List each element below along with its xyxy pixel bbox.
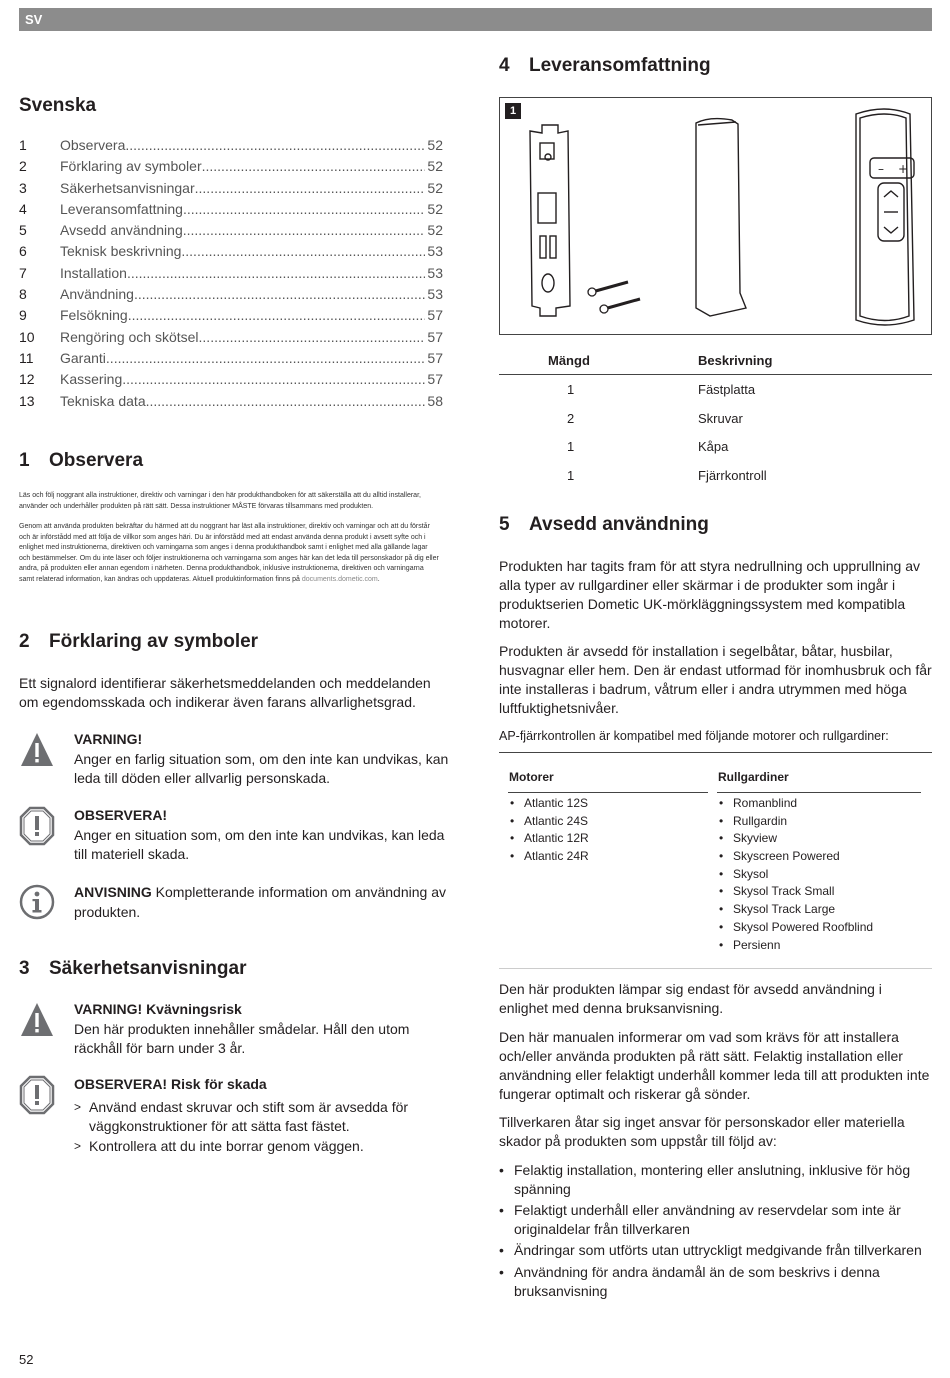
toc-row[interactable] — [19, 222, 443, 243]
toc-page: 53 — [427, 264, 443, 281]
notice-octagon-icon — [19, 1075, 55, 1115]
qty-header: Mängd — [499, 346, 697, 375]
qty-cell: 2 — [567, 410, 575, 426]
toc-leader — [199, 329, 426, 345]
section-number: 3 — [19, 958, 30, 979]
table-row — [499, 404, 932, 433]
intended-use-p6: Tillverkaren åtar sig inget ansvar för personskador eller materiella skador på produkten som uppstår till följd av: — [499, 1114, 905, 1149]
toc-leader — [125, 137, 425, 153]
toc-page: 57 — [427, 307, 443, 324]
notice-text: Anger en situation som, om den inte kan undvikas, kan leda till materiell skada. — [74, 826, 445, 862]
motors-header-rule — [508, 792, 708, 793]
list-item: • Skysol Track Small — [718, 884, 923, 902]
notice-label: OBSERVERA! Risk för skada — [74, 1076, 267, 1092]
list-item: • Atlantic 24R — [509, 849, 709, 867]
liability-bullet-1 — [499, 1161, 932, 1199]
motors-header: Motorer — [509, 770, 554, 784]
toc-leader — [195, 180, 426, 196]
bullet-marker: > — [74, 1139, 82, 1153]
qty-cell: 1 — [567, 467, 575, 483]
list-item: • Skyview — [718, 831, 923, 849]
documents-link[interactable]: documents.dometic.com — [301, 575, 378, 583]
safety-bullet-1 — [74, 1098, 459, 1136]
link-end: . — [377, 575, 380, 583]
table-row — [499, 375, 932, 404]
warning-label: VARNING! Kvävningsrisk — [74, 1001, 242, 1017]
toc-number: 11 — [19, 349, 34, 366]
list-item: • Skysol — [718, 867, 923, 885]
toc-leader — [122, 371, 425, 387]
toc-title: Teknisk beskrivning — [60, 243, 182, 260]
list-item: • Rullgardin — [718, 814, 923, 832]
section-title: Säkerhetsanvisningar — [49, 958, 247, 979]
delivery-figure — [499, 97, 932, 335]
svg-text:+: + — [898, 162, 909, 176]
list-item: • Skyscreen Powered — [718, 849, 923, 867]
warning-label: VARNING! — [74, 731, 143, 747]
toc-page: 52 — [427, 137, 443, 153]
blinds-header: Rullgardiner — [718, 770, 789, 784]
toc-title: Felsökning — [60, 307, 128, 324]
toc-title: Rengöring och skötsel — [60, 328, 199, 345]
toc-page: 57 — [427, 328, 443, 345]
svg-text:–: – — [878, 162, 884, 176]
intended-use-p2: Produkten är avsedd för installation i segelbåtar, båtar, husbilar, husvagnar eller hem. Den är endast utformad för inomhusbruk och får inte installeras i badrum, våtrum eller i andra utrymmen med höga luftfuktighetsnivåer. — [499, 643, 932, 716]
toc-leader — [181, 243, 425, 259]
toc-number: 7 — [19, 264, 27, 281]
info-label: ANVISNING — [74, 884, 152, 900]
list-item: • Skysol Powered Roofblind — [718, 920, 923, 938]
table-row — [499, 461, 932, 490]
toc-title: Säkerhetsanvisningar — [60, 179, 195, 196]
section-number: 4 — [499, 55, 510, 76]
section-title: Leveransomfattning — [529, 55, 711, 76]
toc-title: Garanti — [60, 349, 106, 366]
toc-page: 58 — [427, 392, 443, 409]
toc-leader — [127, 265, 425, 281]
toc-row[interactable] — [19, 243, 443, 264]
toc-title: Avsedd användning — [60, 222, 183, 239]
toc-number: 4 — [19, 200, 27, 217]
toc-row[interactable] — [19, 158, 443, 179]
toc-row[interactable] — [19, 180, 443, 201]
toc-title: Tekniska data — [60, 392, 146, 409]
table-of-contents — [19, 137, 443, 414]
remote-icon — [856, 109, 914, 325]
list-item: • Atlantic 12R — [509, 831, 709, 849]
toc-row[interactable] — [19, 329, 443, 350]
intended-use-p5: Den här manualen informerar om vad som krävs för att installera och/eller använda produkten på rätt sätt. Felaktig installation eller användning eller felaktigt underhåll kommer leda till att produkten inte fungerar optimalt och riskerar gå sönder. — [499, 1029, 930, 1102]
warning-triangle-icon — [19, 1000, 55, 1040]
desc-cell: Fästplatta — [698, 381, 756, 397]
motors-list — [509, 796, 709, 867]
toc-row[interactable] — [19, 286, 443, 307]
info-text: Kompletterande information om användning av produkten. — [74, 884, 446, 920]
list-item: • Atlantic 12S — [509, 796, 709, 814]
toc-number: 13 — [19, 392, 35, 409]
toc-page: 52 — [427, 222, 443, 239]
toc-number: 1 — [19, 137, 27, 153]
toc-number: 9 — [19, 307, 27, 324]
toc-row[interactable] — [19, 307, 443, 328]
bullet-text: Felaktig installation, montering eller anslutning, inklusive för hög spänning — [514, 1162, 911, 1197]
bullet-text: Felaktigt underhåll eller användning av reservdelar som inte är originaldelar från tillverkaren — [514, 1202, 901, 1237]
toc-leader — [128, 307, 426, 323]
page-number: 52 — [19, 1352, 34, 1367]
toc-title: Installation — [60, 264, 127, 281]
toc-number: 8 — [19, 286, 27, 303]
notice-octagon-icon — [19, 806, 55, 846]
toc-title: Förklaring av symboler — [60, 158, 202, 175]
warning-text: Anger en farlig situation som, om den inte kan undvikas, kan leda till döden eller allvarlig personskada. — [74, 750, 449, 786]
toc-page: 57 — [427, 371, 443, 388]
liability-bullet-2 — [499, 1201, 932, 1239]
bullet-marker: > — [74, 1100, 82, 1114]
section-2-heading — [19, 631, 258, 653]
desc-cell: Kåpa — [698, 439, 729, 455]
bullet-text: Användning för andra ändamål än de som beskrivs i denna bruksanvisning — [514, 1264, 880, 1299]
toc-page: 53 — [427, 286, 443, 303]
section-title: Förklaring av symboler — [49, 631, 259, 652]
toc-leader — [146, 393, 426, 409]
list-item: • Atlantic 24S — [509, 814, 709, 832]
toc-row[interactable] — [19, 393, 443, 414]
table-bottom-rule — [499, 968, 932, 969]
list-item: • Skysol Track Large — [718, 902, 923, 920]
liability-bullet-3 — [499, 1241, 932, 1260]
section-number: 5 — [499, 514, 510, 535]
section-1-heading — [19, 450, 143, 472]
section-5-heading — [499, 514, 709, 536]
section-4-heading — [499, 55, 711, 77]
qty-cell: 1 — [567, 439, 575, 455]
toc-title: Användning — [60, 286, 134, 303]
bullet-text: Använd endast skruvar och stift som är avsedda för väggkonstruktioner för att sätta fast fästet. — [89, 1099, 409, 1134]
toc-number: 5 — [19, 222, 27, 239]
toc-number: 3 — [19, 179, 27, 196]
qty-cell: 1 — [567, 381, 575, 397]
bullet-text: Ändringar som utförts utan uttryckligt medgivande från tillverkaren — [514, 1242, 922, 1258]
toc-leader — [183, 201, 425, 217]
toc-row[interactable] — [19, 371, 443, 392]
intended-use-p4: Den här produkten lämpar sig endast för avsedd användning i enlighet med denna bruksanvisning. — [499, 981, 882, 1016]
delivery-illustration — [500, 98, 931, 334]
toc-page: 57 — [427, 349, 443, 366]
table-header-row — [499, 346, 932, 375]
mounting-plate-icon — [530, 125, 570, 316]
toc-number: 10 — [19, 328, 35, 345]
liability-bullet-4 — [499, 1263, 932, 1301]
safety-bullet-2 — [74, 1137, 459, 1156]
toc-page: 52 — [427, 179, 443, 196]
toc-leader — [202, 158, 426, 174]
notice-label: OBSERVERA! — [74, 807, 168, 823]
table-row — [499, 432, 932, 461]
table-top-rule — [499, 752, 932, 753]
desc-cell: Skruvar — [698, 410, 743, 426]
language-code: SV — [25, 12, 43, 27]
blinds-list — [718, 796, 923, 955]
cover-icon — [696, 119, 746, 316]
section-title: Observera — [49, 450, 144, 471]
toc-page: 52 — [427, 200, 443, 217]
intended-use-p3: AP-fjärrkontrollen är kompatibel med följande motorer och rullgardiner: — [499, 729, 889, 743]
toc-page: 53 — [427, 243, 443, 260]
toc-leader — [183, 222, 426, 238]
bullet-marker: • — [499, 1162, 504, 1178]
bullet-marker: • — [499, 1202, 504, 1218]
toc-title: Observera — [60, 137, 126, 153]
warning-triangle-icon — [19, 730, 55, 770]
section-number: 1 — [19, 450, 30, 471]
warning-text: Den här produkten innehåller smådelar. Håll den utom räckhåll för barn under 3 år. — [74, 1020, 410, 1056]
info-icon — [19, 883, 55, 923]
blinds-header-rule — [717, 792, 921, 793]
toc-row[interactable] — [19, 350, 443, 371]
observera-paragraph-2-text: Genom att använda produkten bekräftar du härmed att du noggrant har läst alla instruktioner, direktiv och varningar och att du förstår och är införstådd med att följa de villkor som anges häri. Du är införstådd med att endast använda denna produkt i avsett syfte och i enlighet med instruktionerna, direktiven och varningarna som anges i denna produkthandbok samt i enlighet med alla gällande lagar och bestämmelser. Om du inte läser och följer instruktionerna och varningarna som anges här kan det leda till personskador på dig eller andra, på produkten eller annan egendom i närheten. Denna produkthandbok, inklusive instruktionerna, direktiven och varningarna samt relaterad information, kan ändras och uppdateras. Aktuell produktinformation finns på — [19, 523, 439, 583]
observera-paragraph-1: Läs och följ noggrant alla instruktioner, direktiv och varningar i den här produkthandboken för att säkerställa att du alltid installerar, använder och underhåller produkten på rätt sätt. Dessa instruktioner MÅSTE förvaras tillsammans med produkten. — [19, 492, 421, 510]
list-item: • Romanblind — [718, 796, 923, 814]
desc-cell: Fjärrkontroll — [698, 467, 767, 483]
section-3-heading — [19, 958, 246, 980]
list-item: • Persienn — [718, 938, 923, 956]
toc-leader — [134, 286, 425, 302]
language-title: Svenska — [19, 95, 97, 116]
section-number: 2 — [19, 631, 30, 652]
delivery-table — [499, 346, 932, 490]
intended-use-p1: Produkten har tagits fram för att styra nedrullning och upprullning av alla typer av rullgardiner eller skärmar i de produkter som ingår i produktserien Dometic UK-mörkläggningssystem med kompatibla motorer. — [499, 558, 921, 631]
desc-header: Beskrivning — [697, 346, 932, 375]
observera-paragraph-2 — [19, 522, 439, 585]
language-header-bar — [19, 8, 932, 31]
toc-row[interactable] — [19, 201, 443, 222]
toc-title: Kassering — [60, 371, 123, 388]
toc-row[interactable] — [19, 265, 443, 286]
section-title: Avsedd användning — [529, 514, 709, 535]
toc-row[interactable] — [19, 137, 443, 158]
bullet-marker: • — [499, 1242, 504, 1258]
toc-number: 2 — [19, 158, 27, 175]
bullet-marker: • — [499, 1264, 504, 1280]
screws-icon — [588, 282, 640, 313]
figure-label: 1 — [505, 103, 521, 119]
bullet-text: Kontrollera att du inte borrar genom väggen. — [89, 1138, 364, 1154]
toc-number: 12 — [19, 371, 35, 388]
symbols-intro: Ett signalord identifierar säkerhetsmeddelanden och meddelanden om egendomsskada och indikerar även farans allvarlighetsgrad. — [19, 675, 431, 710]
toc-leader — [106, 350, 426, 366]
toc-page: 52 — [427, 158, 443, 175]
toc-number: 6 — [19, 243, 27, 260]
toc-title: Leveransomfattning — [60, 200, 183, 217]
